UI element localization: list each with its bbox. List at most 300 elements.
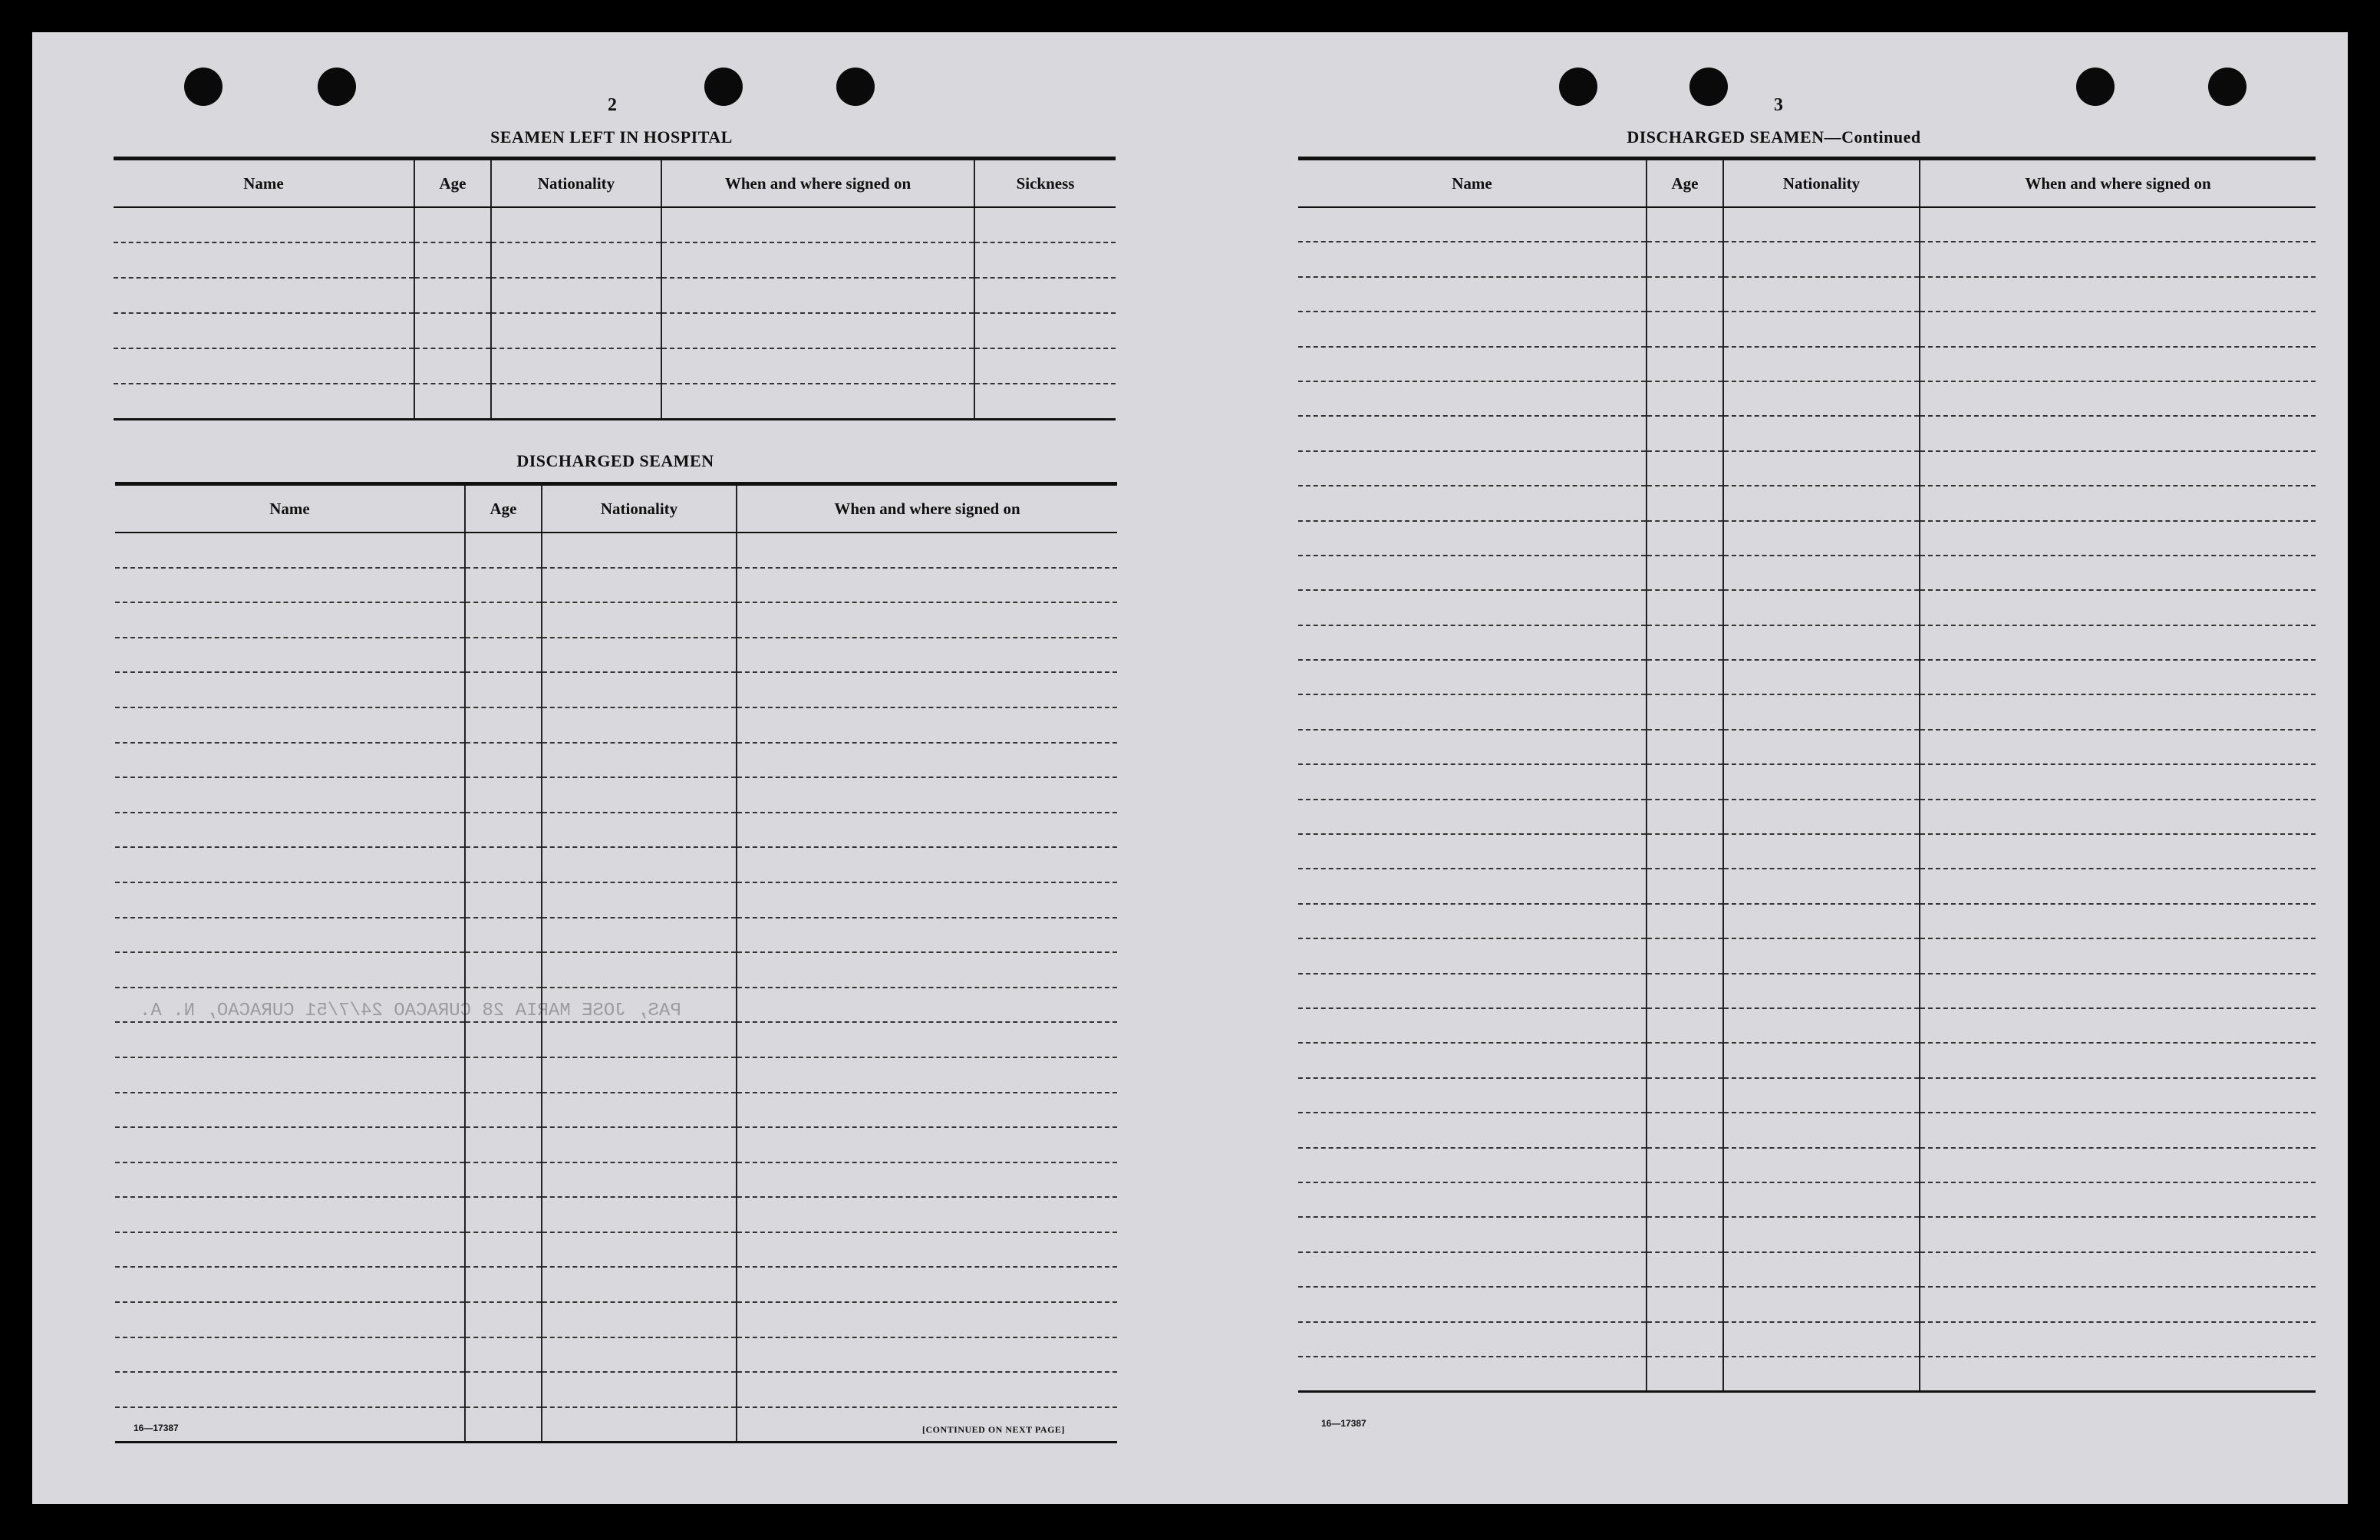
table-cell xyxy=(1647,730,1723,764)
table-cell xyxy=(115,1267,465,1302)
table-cell xyxy=(1920,938,2316,973)
table-cell xyxy=(737,988,1117,1023)
table-cell xyxy=(491,313,661,348)
table-cell xyxy=(1647,486,1723,520)
table-cell xyxy=(414,384,491,420)
table-cell xyxy=(115,707,465,743)
table-cell xyxy=(542,707,737,743)
table-cell xyxy=(661,384,974,420)
column-header-age: Age xyxy=(414,159,491,208)
table-cell xyxy=(737,1093,1117,1128)
table-cell xyxy=(115,813,465,848)
table-cell xyxy=(465,1302,542,1337)
table-cell xyxy=(465,568,542,603)
table-cell xyxy=(1723,625,1920,660)
table-row xyxy=(1298,451,2316,486)
table-cell xyxy=(115,1302,465,1337)
table-row xyxy=(1298,694,2316,729)
table-cell xyxy=(1298,694,1647,729)
table-cell xyxy=(737,918,1117,953)
table-row xyxy=(115,1232,1117,1268)
table-row xyxy=(115,672,1117,707)
table-cell xyxy=(1647,1113,1723,1147)
table-cell xyxy=(114,313,414,348)
table-cell xyxy=(1647,1287,1723,1321)
table-row xyxy=(115,743,1117,778)
table-cell xyxy=(1723,347,1920,381)
continued-note: [CONTINUED ON NEXT PAGE] xyxy=(922,1424,1065,1435)
table-cell xyxy=(737,638,1117,673)
table-cell xyxy=(1723,1287,1920,1321)
table-cell xyxy=(1920,1217,2316,1251)
column-header-name: Name xyxy=(114,159,414,208)
table-row xyxy=(115,918,1117,953)
table-cell xyxy=(1723,416,1920,450)
table-row xyxy=(115,638,1117,673)
table-cell xyxy=(1298,1252,1647,1287)
table-cell xyxy=(542,1372,737,1407)
table-cell xyxy=(1920,1357,2316,1392)
column-header-nationality: Nationality xyxy=(542,484,737,533)
table-cell xyxy=(414,242,491,278)
table-cell xyxy=(737,707,1117,743)
table-cell xyxy=(1647,277,1723,312)
hospital-table xyxy=(114,157,1116,420)
table-cell xyxy=(1723,834,1920,869)
table-cell xyxy=(1920,1287,2316,1321)
table-row xyxy=(1298,904,2316,938)
table-cell xyxy=(114,384,414,420)
table-cell xyxy=(115,568,465,603)
table-row xyxy=(114,278,1116,313)
table-cell xyxy=(465,813,542,848)
table-cell xyxy=(1723,800,1920,834)
table-cell xyxy=(115,1197,465,1232)
table-row xyxy=(1298,1043,2316,1077)
table-cell xyxy=(1298,730,1647,764)
table-cell xyxy=(1723,938,1920,973)
table-cell xyxy=(542,1267,737,1302)
column-header-nationality: Nationality xyxy=(491,159,661,208)
table-cell xyxy=(115,1337,465,1373)
table-cell xyxy=(1647,974,1723,1008)
table-cell xyxy=(1920,1148,2316,1182)
table-cell xyxy=(1298,1148,1647,1182)
table-cell xyxy=(542,952,737,988)
table-row xyxy=(1298,1113,2316,1147)
table-cell xyxy=(1723,521,1920,556)
table-cell xyxy=(1920,904,2316,938)
table-cell xyxy=(1920,1322,2316,1357)
page-number: 3 xyxy=(1774,95,1783,115)
table-row xyxy=(1298,1357,2316,1392)
table-cell xyxy=(465,988,542,1023)
page-number: 2 xyxy=(608,95,617,115)
table-cell xyxy=(1920,730,2316,764)
table-cell xyxy=(414,207,491,242)
table-cell xyxy=(465,1093,542,1128)
form-number: 16—17387 xyxy=(1321,1418,1366,1429)
table-row xyxy=(1298,938,2316,973)
table-cell xyxy=(115,1232,465,1268)
table-cell xyxy=(1920,486,2316,520)
table-cell xyxy=(414,278,491,313)
table-cell xyxy=(661,348,974,384)
table-cell xyxy=(1647,1182,1723,1217)
table-cell xyxy=(542,988,737,1023)
table-row xyxy=(115,602,1117,638)
table-cell xyxy=(465,1407,542,1443)
table-cell xyxy=(1298,207,1647,242)
table-cell xyxy=(1647,834,1723,869)
table-cell xyxy=(115,1162,465,1198)
table-cell xyxy=(1723,1182,1920,1217)
table-row xyxy=(115,1127,1117,1162)
table-cell xyxy=(1647,1008,1723,1043)
table-row xyxy=(1298,347,2316,381)
discharged-continued-table xyxy=(1298,157,2316,1393)
table-row xyxy=(115,988,1117,1023)
table-cell xyxy=(465,1232,542,1268)
table-cell xyxy=(1647,694,1723,729)
table-cell xyxy=(1298,660,1647,694)
table-cell xyxy=(1920,660,2316,694)
table-cell xyxy=(1647,660,1723,694)
table-cell xyxy=(1920,381,2316,416)
table-row xyxy=(1298,1252,2316,1287)
table-cell xyxy=(1298,1078,1647,1113)
table-cell xyxy=(115,743,465,778)
table-row xyxy=(1298,486,2316,520)
table-cell xyxy=(1647,869,1723,903)
table-cell xyxy=(465,847,542,882)
table-cell xyxy=(115,1057,465,1093)
table-cell xyxy=(114,348,414,384)
table-cell xyxy=(1723,904,1920,938)
table-cell xyxy=(974,348,1116,384)
table-cell xyxy=(465,672,542,707)
table-cell xyxy=(465,1337,542,1373)
table-row xyxy=(1298,1287,2316,1321)
table-cell xyxy=(1920,764,2316,799)
table-cell xyxy=(1920,277,2316,312)
table-cell xyxy=(1298,556,1647,590)
table-cell xyxy=(465,918,542,953)
table-cell xyxy=(465,638,542,673)
table-cell xyxy=(542,1197,737,1232)
table-row xyxy=(115,533,1117,568)
table-cell xyxy=(1920,416,2316,450)
table-cell xyxy=(1920,834,2316,869)
table-cell xyxy=(542,638,737,673)
bleed-through-text: PAS, JOSE MARIA 28 CURACAO 24/7/51 CURACAO, N. A. xyxy=(140,1001,681,1021)
hospital-section-title: SEAMEN LEFT IN HOSPITAL xyxy=(490,127,733,147)
table-cell xyxy=(1920,869,2316,903)
table-row xyxy=(115,1057,1117,1093)
table-cell xyxy=(1920,625,2316,660)
table-cell xyxy=(1647,1252,1723,1287)
table-row xyxy=(115,1302,1117,1337)
table-cell xyxy=(737,1232,1117,1268)
table-cell xyxy=(1920,1078,2316,1113)
right-page xyxy=(1198,32,2348,1504)
table-cell xyxy=(661,313,974,348)
table-cell xyxy=(1723,1357,1920,1392)
table-cell xyxy=(414,348,491,384)
table-cell xyxy=(737,1127,1117,1162)
table-cell xyxy=(542,533,737,568)
table-cell xyxy=(1298,764,1647,799)
table-cell xyxy=(1647,242,1723,276)
column-header-sickness: Sickness xyxy=(974,159,1116,208)
table-row xyxy=(1298,1008,2316,1043)
table-row xyxy=(114,242,1116,278)
table-cell xyxy=(115,918,465,953)
discharged-continued-title xyxy=(1605,127,1943,147)
table-cell xyxy=(1920,521,2316,556)
table-cell xyxy=(1647,416,1723,450)
table-cell xyxy=(465,1057,542,1093)
column-header-name: Name xyxy=(115,484,465,533)
table-cell xyxy=(1723,1322,1920,1357)
table-cell xyxy=(115,1093,465,1128)
table-cell xyxy=(1723,1043,1920,1077)
table-row xyxy=(1298,312,2316,346)
table-cell xyxy=(491,278,661,313)
table-cell xyxy=(737,743,1117,778)
table-cell xyxy=(737,813,1117,848)
table-cell xyxy=(1723,764,1920,799)
table-cell xyxy=(115,638,465,673)
table-cell xyxy=(737,602,1117,638)
table-cell xyxy=(1647,1217,1723,1251)
table-cell xyxy=(1647,451,1723,486)
table-cell xyxy=(465,1127,542,1162)
table-cell xyxy=(737,568,1117,603)
table-cell xyxy=(737,1057,1117,1093)
table-cell xyxy=(1723,1078,1920,1113)
table-row xyxy=(115,813,1117,848)
column-header-name: Name xyxy=(1298,159,1647,208)
table-cell xyxy=(491,207,661,242)
table-cell xyxy=(1723,1008,1920,1043)
table-cell xyxy=(1920,694,2316,729)
table-row xyxy=(115,707,1117,743)
table-row xyxy=(1298,1322,2316,1357)
table-cell xyxy=(1298,869,1647,903)
table-cell xyxy=(465,1372,542,1407)
table-cell xyxy=(1920,451,2316,486)
table-row xyxy=(1298,207,2316,242)
column-header-age: Age xyxy=(465,484,542,533)
table-cell xyxy=(1298,625,1647,660)
table-cell xyxy=(114,242,414,278)
table-cell xyxy=(1723,590,1920,625)
table-cell xyxy=(1298,1322,1647,1357)
table-cell xyxy=(465,1162,542,1198)
table-cell xyxy=(1298,590,1647,625)
table-cell xyxy=(491,242,661,278)
table-cell xyxy=(737,847,1117,882)
table-cell xyxy=(1723,381,1920,416)
table-cell xyxy=(465,743,542,778)
table-cell xyxy=(1647,1043,1723,1077)
discharged-section-title: DISCHARGED SEAMEN xyxy=(516,451,714,470)
table-cell xyxy=(737,1197,1117,1232)
table-cell xyxy=(1298,277,1647,312)
table-cell xyxy=(1647,764,1723,799)
table-cell xyxy=(542,1022,737,1057)
table-cell xyxy=(542,1057,737,1093)
table-cell xyxy=(542,918,737,953)
table-row xyxy=(1298,1148,2316,1182)
table-cell xyxy=(1647,590,1723,625)
discharged-table xyxy=(115,482,1117,1443)
table-cell xyxy=(542,743,737,778)
table-row xyxy=(115,1197,1117,1232)
table-cell xyxy=(1723,277,1920,312)
table-cell xyxy=(1298,1182,1647,1217)
table-cell xyxy=(1298,312,1647,346)
table-cell xyxy=(1298,381,1647,416)
table-cell xyxy=(115,1022,465,1057)
table-cell xyxy=(1647,625,1723,660)
table-cell xyxy=(1298,451,1647,486)
table-cell xyxy=(1723,207,1920,242)
table-cell xyxy=(1723,242,1920,276)
table-row xyxy=(1298,242,2316,276)
column-header-signed-on: When and where signed on xyxy=(1920,159,2316,208)
table-cell xyxy=(115,533,465,568)
table-row xyxy=(1298,416,2316,450)
table-cell xyxy=(1298,1043,1647,1077)
table-cell xyxy=(542,847,737,882)
table-cell xyxy=(542,882,737,918)
table-cell xyxy=(1647,1322,1723,1357)
table-row xyxy=(115,952,1117,988)
left-page xyxy=(32,32,1183,1504)
table-cell xyxy=(414,313,491,348)
table-row xyxy=(115,1162,1117,1198)
table-cell xyxy=(1723,556,1920,590)
table-cell xyxy=(1298,347,1647,381)
table-cell xyxy=(1298,904,1647,938)
table-cell xyxy=(1647,904,1723,938)
table-row xyxy=(114,384,1116,420)
table-cell xyxy=(1298,800,1647,834)
table-cell xyxy=(542,672,737,707)
column-header-signed-on: When and where signed on xyxy=(737,484,1117,533)
table-cell xyxy=(542,602,737,638)
table-cell xyxy=(1920,1182,2316,1217)
column-header-signed-on: When and where signed on xyxy=(661,159,974,208)
table-cell xyxy=(115,847,465,882)
table-cell xyxy=(1723,974,1920,1008)
table-cell xyxy=(974,384,1116,420)
table-row xyxy=(115,1267,1117,1302)
table-cell xyxy=(465,777,542,813)
table-cell xyxy=(1647,521,1723,556)
table-cell xyxy=(1298,1217,1647,1251)
table-cell xyxy=(1920,1008,2316,1043)
table-cell xyxy=(737,533,1117,568)
table-cell xyxy=(542,777,737,813)
table-row xyxy=(1298,869,2316,903)
column-header-age: Age xyxy=(1647,159,1723,208)
table-cell xyxy=(465,882,542,918)
table-cell xyxy=(1723,486,1920,520)
table-cell xyxy=(1298,974,1647,1008)
table-cell xyxy=(1298,938,1647,973)
form-number: 16—17387 xyxy=(134,1423,179,1433)
table-cell xyxy=(1647,207,1723,242)
table-cell xyxy=(115,988,465,1023)
table-cell xyxy=(1647,381,1723,416)
table-cell xyxy=(1298,416,1647,450)
table-cell xyxy=(974,242,1116,278)
table-row xyxy=(1298,730,2316,764)
table-cell xyxy=(115,952,465,988)
table-cell xyxy=(661,278,974,313)
table-cell xyxy=(1920,347,2316,381)
table-row xyxy=(114,207,1116,242)
table-row xyxy=(115,1093,1117,1128)
table-cell xyxy=(737,672,1117,707)
table-row xyxy=(1298,974,2316,1008)
table-cell xyxy=(1920,242,2316,276)
table-row xyxy=(115,1372,1117,1407)
table-row xyxy=(1298,1182,2316,1217)
table-cell xyxy=(737,1022,1117,1057)
table-row xyxy=(114,313,1116,348)
table-cell xyxy=(1647,347,1723,381)
table-row xyxy=(1298,590,2316,625)
table-row xyxy=(1298,660,2316,694)
table-cell xyxy=(1723,312,1920,346)
table-cell xyxy=(114,278,414,313)
table-cell xyxy=(974,313,1116,348)
table-row xyxy=(1298,1078,2316,1113)
section-title-main: DISCHARGED SEAMEN xyxy=(1627,127,1825,147)
table-cell xyxy=(1647,312,1723,346)
table-row xyxy=(115,882,1117,918)
table-cell xyxy=(465,533,542,568)
table-cell xyxy=(974,278,1116,313)
table-cell xyxy=(737,1372,1117,1407)
table-cell xyxy=(115,602,465,638)
table-cell xyxy=(465,1197,542,1232)
table-cell xyxy=(542,1093,737,1128)
table-cell xyxy=(737,1162,1117,1198)
table-cell xyxy=(1298,242,1647,276)
table-cell xyxy=(542,1337,737,1373)
table-cell xyxy=(1298,1287,1647,1321)
table-cell xyxy=(542,1162,737,1198)
table-cell xyxy=(1647,1078,1723,1113)
table-cell xyxy=(115,1372,465,1407)
table-cell xyxy=(1298,521,1647,556)
table-row xyxy=(1298,381,2316,416)
table-cell xyxy=(1920,1043,2316,1077)
table-row xyxy=(115,777,1117,813)
table-row xyxy=(1298,625,2316,660)
table-cell xyxy=(1298,1113,1647,1147)
table-row xyxy=(115,568,1117,603)
table-cell xyxy=(1920,800,2316,834)
table-cell xyxy=(491,348,661,384)
table-cell xyxy=(1723,1148,1920,1182)
table-cell xyxy=(465,602,542,638)
